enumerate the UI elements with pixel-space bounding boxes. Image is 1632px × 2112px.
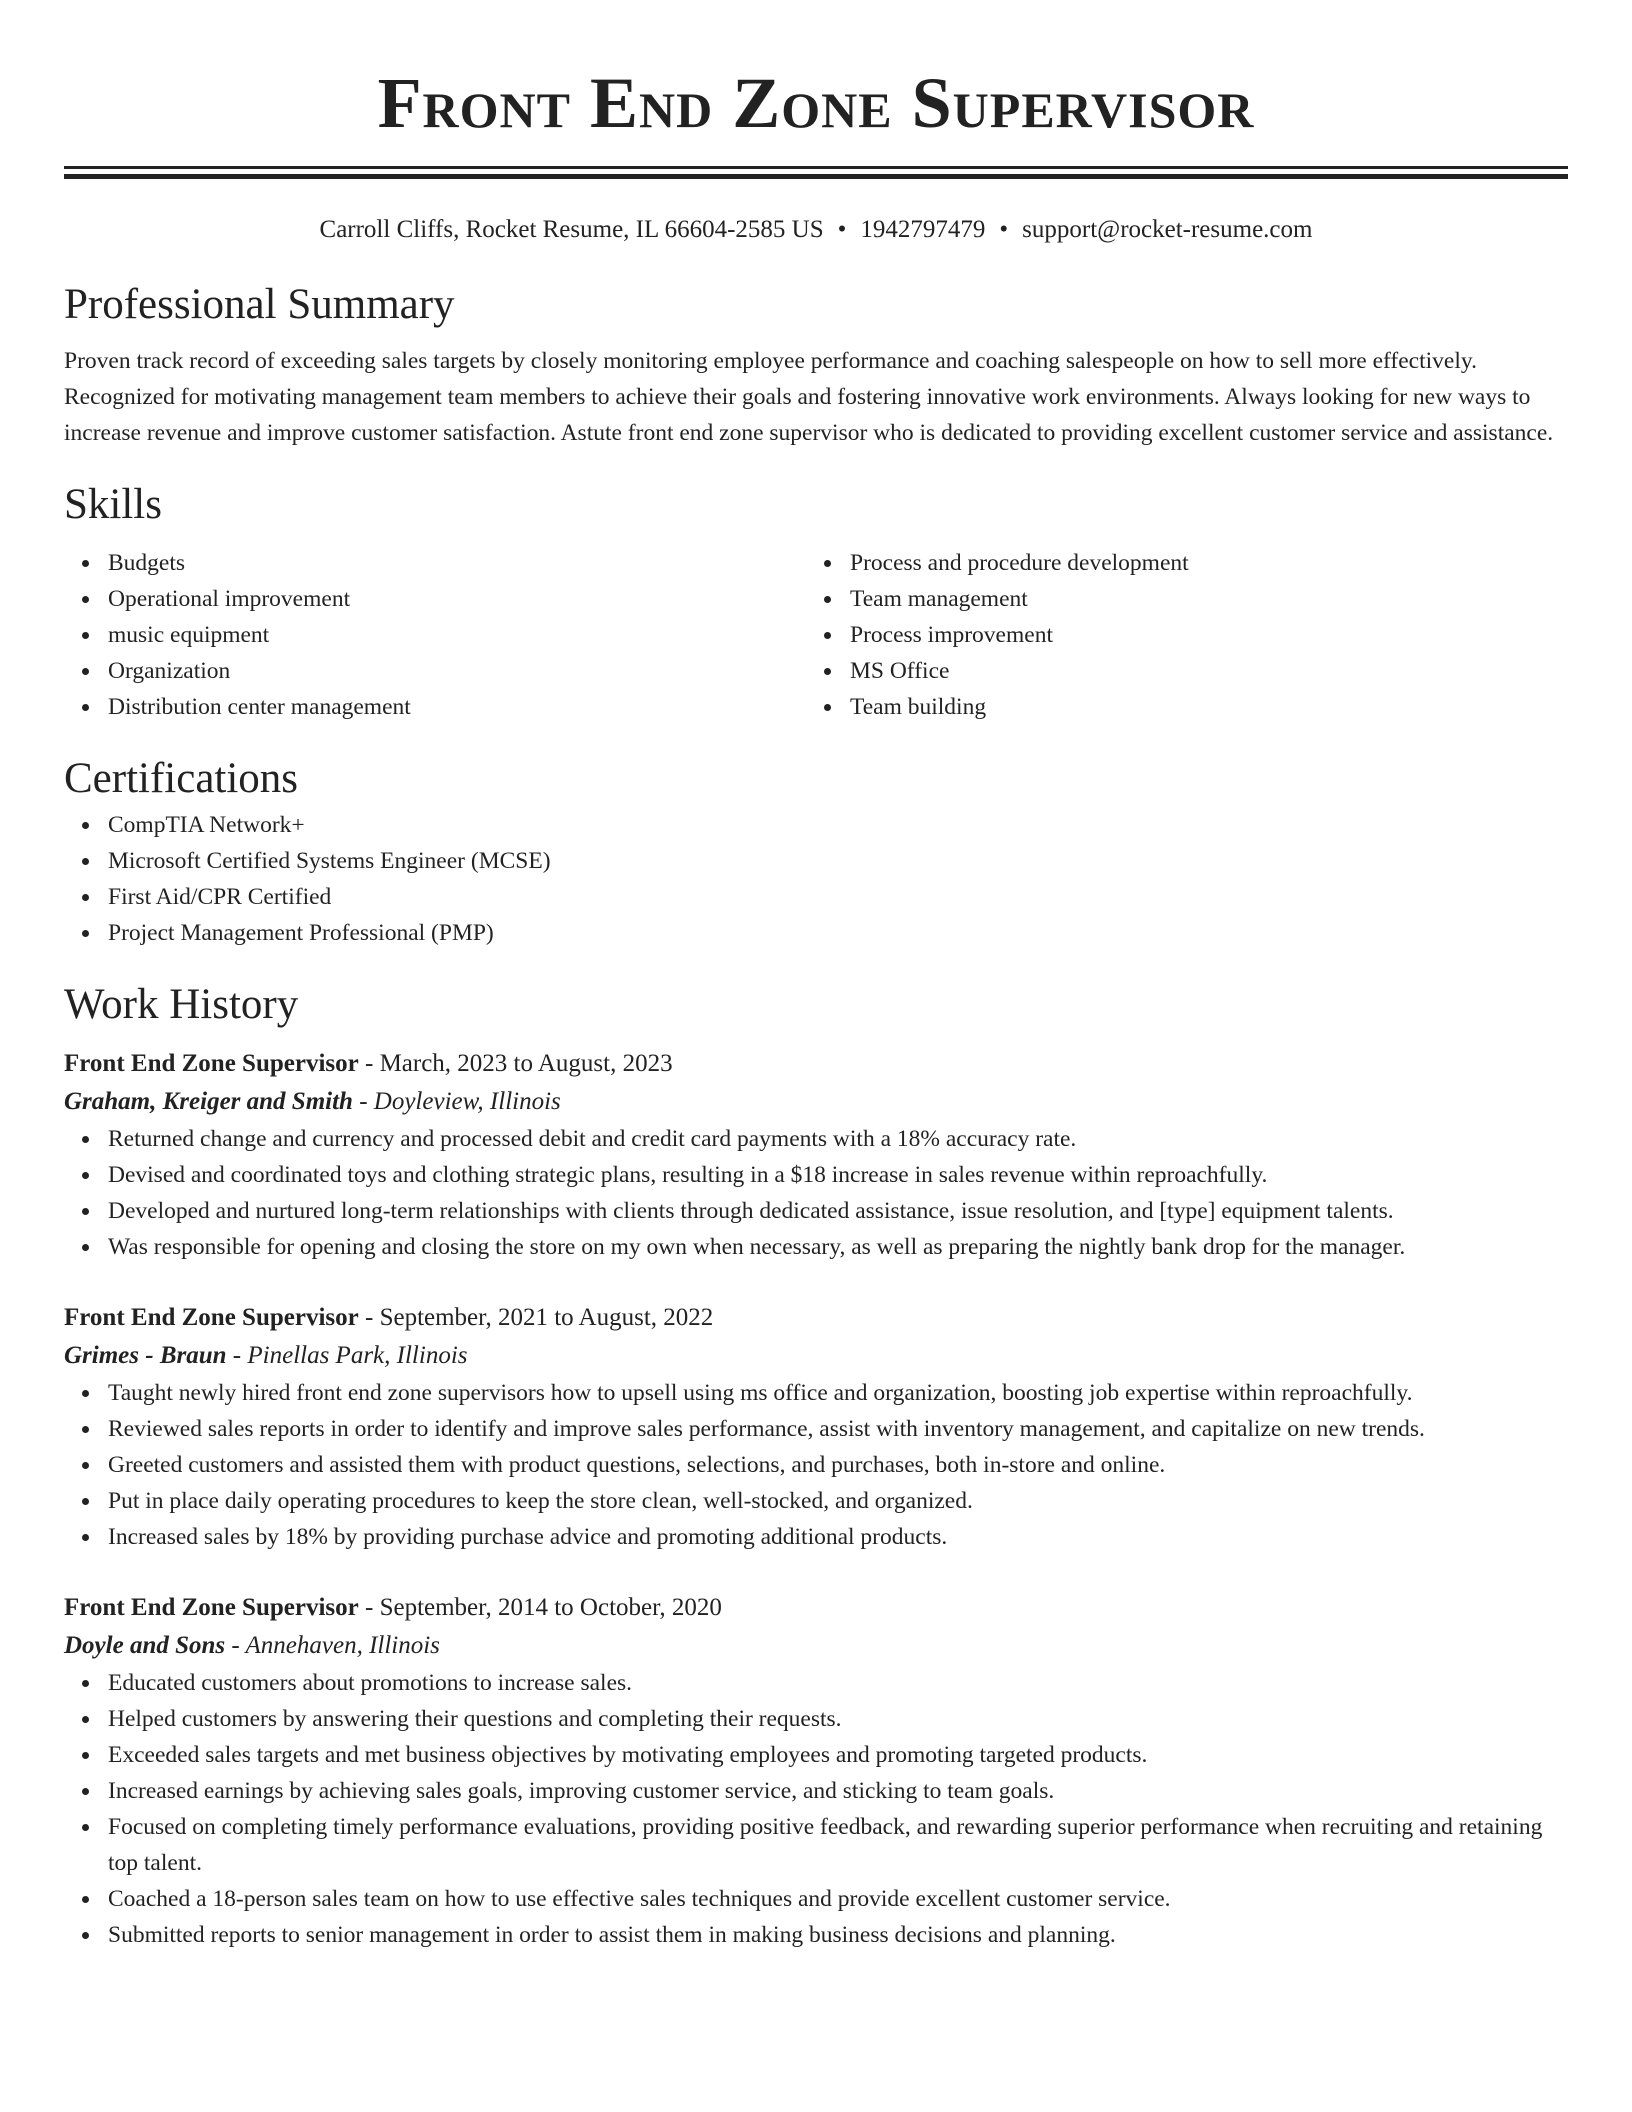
job-company-line [64,1627,1568,1665]
skill-item: MS Office [806,653,1548,689]
job-company: Grimes - Braun [64,1342,227,1369]
contact-line [64,213,1568,247]
skills-list-right [806,545,1548,725]
resume-title: Front End Zone Supervisor [377,63,1255,143]
job-dates: September, 2021 to August, 2022 [379,1304,714,1331]
contact-email: support@rocket-resume.com [1022,216,1313,243]
job-location: Doyleview, Illinois [373,1088,561,1115]
job-entry [64,1299,1568,1555]
resume-page [64,0,1568,1953]
job-dash: - [352,1088,374,1115]
job-title-line [64,1045,1568,1083]
job-bullet: Increased sales by 18% by providing purchase advice and promoting additional products. [64,1519,1568,1555]
certifications-heading: Certifications [64,755,299,802]
job-entry [64,1589,1568,1953]
skill-item: Organization [64,653,806,689]
job-bullet: Focused on completing timely performance evaluations, providing positive feedback, and rewarding superior performance when recruiting and retaining top talent. [64,1809,1568,1881]
job-company: Graham, Kreiger and Smith [64,1088,353,1115]
job-location: Pinellas Park, Illinois [247,1342,468,1369]
job-company: Doyle and Sons [64,1632,226,1659]
contact-separator: • [837,216,847,243]
work-history-heading: Work History [64,981,299,1028]
certification-item: First Aid/CPR Certified [64,879,1568,915]
contact-address: Carroll Cliffs, Rocket Resume, IL 66604-2585 US [319,216,824,243]
job-entry [64,1045,1568,1265]
job-bullet-list [64,1375,1568,1555]
job-company-line [64,1337,1568,1375]
title-divider-bottom [64,174,1568,179]
skill-item: Budgets [64,545,806,581]
job-bullet: Taught newly hired front end zone supervisors how to upsell using ms office and organization, boosting job expertise within reproachfully. [64,1375,1568,1411]
title-divider-top [64,166,1568,169]
job-bullet: Greeted customers and assisted them with product questions, selections, and purchases, both in-store and online. [64,1447,1568,1483]
job-bullet: Reviewed sales reports in order to identify and improve sales performance, assist with inventory management, and capitalize on new trends. [64,1411,1568,1447]
job-dash: - [225,1632,246,1659]
job-title-line [64,1299,1568,1337]
skill-item: Process and procedure development [806,545,1548,581]
job-dash: - [358,1050,380,1077]
summary-text: Proven track record of exceeding sales targets by closely monitoring employee performance and coaching salespeople on how to sell more effectively. Recognized for motivating management team members to achieve their goals and fostering innovative work environments. Always looking for new ways to increase revenue and improve customer satisfaction. Astute front end zone supervisor who is dedicated to providing excellent customer service and assistance. [64,348,1554,446]
job-dates: March, 2023 to August, 2023 [379,1050,673,1077]
certification-item: CompTIA Network+ [64,807,1568,843]
skill-item: Team building [806,689,1548,725]
job-bullet: Exceeded sales targets and met business objectives by motivating employees and promoting targeted products. [64,1737,1568,1773]
job-bullet-list [64,1665,1568,1953]
job-bullet: Devised and coordinated toys and clothing strategic plans, resulting in a $18 increase in sales revenue within reproachfully. [64,1157,1568,1193]
job-bullet: Was responsible for opening and closing the store on my own when necessary, as well as preparing the nightly bank drop for the manager. [64,1229,1568,1265]
job-role: Front End Zone Supervisor [64,1050,359,1077]
job-dash: - [358,1594,380,1621]
job-bullet: Submitted reports to senior management in order to assist them in making business decisions and planning. [64,1917,1568,1953]
skills-column-right [806,545,1548,725]
job-company-line [64,1083,1568,1121]
certification-item: Microsoft Certified Systems Engineer (MCSE) [64,843,1568,879]
job-dates: September, 2014 to October, 2020 [379,1594,722,1621]
skills-grid [64,545,1568,725]
skills-list-left [64,545,806,725]
job-bullet-list [64,1121,1568,1265]
skills-column-left [64,545,806,725]
skill-item: Process improvement [806,617,1548,653]
contact-separator: • [999,216,1009,243]
job-role: Front End Zone Supervisor [64,1594,359,1621]
contact-phone: 1942797479 [860,216,986,243]
job-bullet: Coached a 18-person sales team on how to use effective sales techniques and provide excellent customer service. [64,1881,1568,1917]
job-bullet: Put in place daily operating procedures to keep the store clean, well-stocked, and organized. [64,1483,1568,1519]
job-dash: - [226,1342,248,1369]
certifications-list [64,807,1568,951]
job-role: Front End Zone Supervisor [64,1304,359,1331]
skill-item: music equipment [64,617,806,653]
certification-item: Project Management Professional (PMP) [64,915,1568,951]
job-bullet: Educated customers about promotions to increase sales. [64,1665,1568,1701]
skill-item: Operational improvement [64,581,806,617]
job-bullet: Developed and nurtured long-term relationships with clients through dedicated assistance, issue resolution, and [type] equipment talents. [64,1193,1568,1229]
job-location: Annehaven, Illinois [245,1632,440,1659]
skills-heading: Skills [64,481,162,528]
skill-item: Team management [806,581,1548,617]
job-dash: - [358,1304,380,1331]
job-bullet: Helped customers by answering their questions and completing their requests. [64,1701,1568,1737]
job-title-line [64,1589,1568,1627]
summary-heading: Professional Summary [64,281,455,328]
job-bullet: Returned change and currency and processed debit and credit card payments with a 18% accuracy rate. [64,1121,1568,1157]
job-bullet: Increased earnings by achieving sales goals, improving customer service, and sticking to team goals. [64,1773,1568,1809]
skill-item: Distribution center management [64,689,806,725]
